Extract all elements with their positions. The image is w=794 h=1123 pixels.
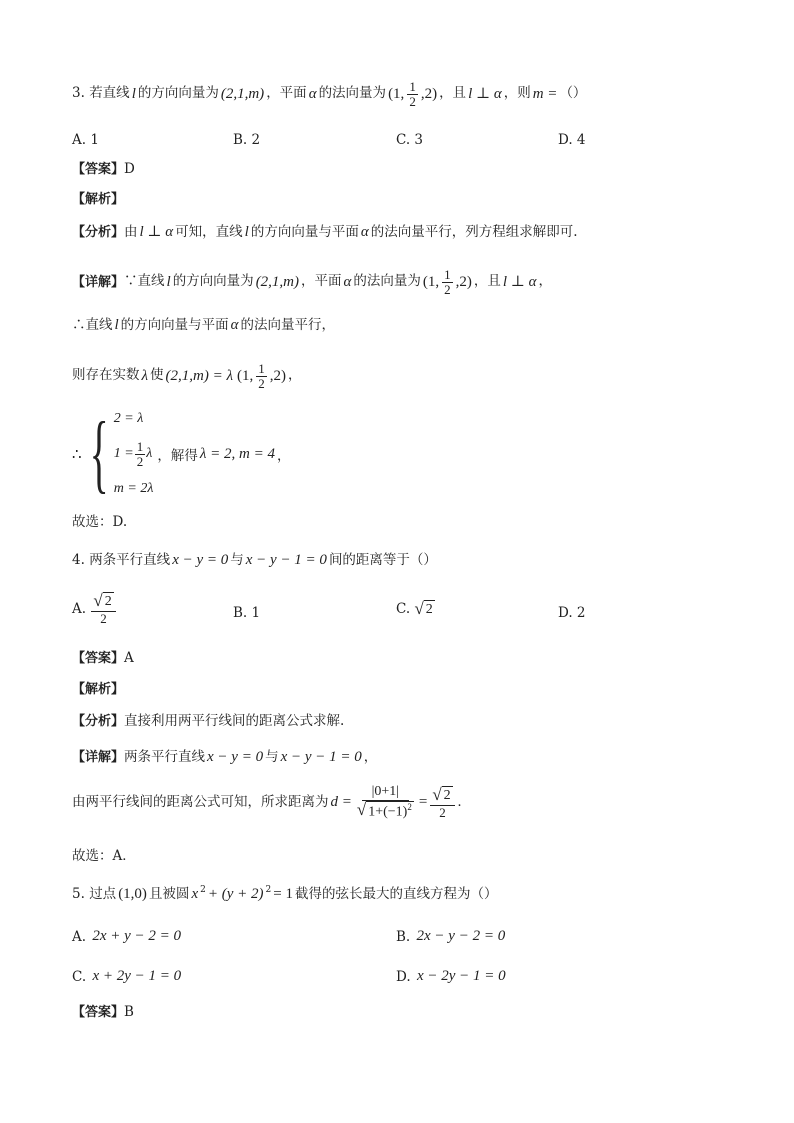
q3-analysis-heading (72, 193, 124, 206)
q5-answer (72, 1006, 134, 1020)
math-perp: l ⊥ α (139, 224, 174, 240)
text: 且被圆 (148, 885, 190, 902)
math-solution: λ = 2, m = 4 (199, 445, 275, 462)
text: （） (559, 85, 587, 102)
option-equation: x − 2y − 1 = 0 (416, 968, 506, 984)
q3-option-c: C. 3 (396, 132, 424, 148)
q5-option-d (396, 968, 508, 985)
frac-num: 1 (136, 438, 144, 454)
answer-tag: 【答案】 (72, 651, 125, 667)
option-equation: 2x + y − 2 = 0 (92, 928, 182, 944)
text: ， (363, 748, 378, 765)
frac-num: |0+1| (362, 785, 410, 801)
q4-option-b: B. 1 (233, 605, 261, 621)
frac-num: 1 (409, 79, 416, 94)
text: 可知，直线 (175, 223, 243, 240)
text: ，且 (439, 85, 467, 102)
frac-den: 2 (409, 93, 416, 109)
answer-value: D (124, 161, 135, 177)
system-row-1: 2 = λ (113, 411, 144, 426)
q3-option-b: B. 2 (233, 132, 261, 148)
q3-equation-system (72, 405, 291, 502)
frac-den: 2 (100, 610, 107, 626)
equals: = (418, 794, 428, 811)
option-equation: 2x − y − 2 = 0 (416, 928, 506, 944)
q5-option-b (396, 928, 507, 945)
text: 截得的弦长最大的直线方程为（） (294, 885, 498, 902)
math-eq2: x − y − 1 = 0 (245, 552, 327, 568)
q5-stem (72, 887, 497, 902)
option-label: A. (72, 600, 87, 617)
system-row-3: m = 2λ (113, 481, 154, 496)
text: 的法向量为 (353, 273, 421, 290)
q3-fenxi (72, 225, 578, 240)
math-equation: (2,1,m) = λ (165, 367, 233, 384)
text: 与 (265, 748, 279, 765)
text: 若直线 (89, 85, 130, 102)
option-equation: x + 2y − 1 = 0 (92, 968, 182, 984)
frac-den (355, 801, 416, 821)
text: ，平面 (266, 85, 307, 102)
text: 的方向向量与平面 (120, 316, 229, 333)
math-normal-right: ,2) (269, 367, 286, 384)
system-rows (114, 411, 154, 497)
analysis-tag: 【解析】 (72, 682, 125, 697)
math-point: (1,0) (118, 886, 147, 902)
text: ， (538, 273, 553, 290)
q3-detail (72, 268, 552, 296)
question-number: 4. (72, 551, 85, 568)
period: . (457, 794, 462, 811)
text: 间的距离等于（） (328, 551, 437, 568)
math-d: d = (330, 794, 352, 811)
math-alpha: α (360, 224, 369, 240)
option-label: C. (396, 601, 411, 618)
system-row-2-lhs: 1 = (113, 446, 134, 461)
q4-analysis-heading (72, 683, 124, 696)
answer-tag: 【答案】 (72, 1005, 125, 1021)
exponent: 2 (200, 885, 206, 895)
answer-value: B (124, 1004, 134, 1020)
answer-value: A (124, 650, 134, 666)
math-vector: (2,1,m) (255, 273, 300, 290)
math-normal-left: (1, (422, 273, 440, 290)
q4-stem (72, 553, 437, 568)
detail-tag: 【详解】 (72, 274, 125, 290)
text: ， (287, 367, 302, 384)
frac-den: 2 (136, 453, 144, 469)
option-label: B. (396, 928, 411, 945)
distance-fraction (355, 785, 416, 821)
question-number: 3. (72, 85, 85, 102)
fenxi-tag: 【分析】 (72, 225, 125, 240)
q3-answer (72, 163, 135, 177)
text: ，解得 (157, 448, 198, 464)
text: 直接利用两平行线间的距离公式求解. (124, 713, 345, 729)
math-perp: l ⊥ α (468, 85, 502, 102)
frac-num (91, 592, 115, 612)
option-label: A. (72, 928, 87, 945)
math-perp: l ⊥ α (502, 273, 537, 290)
frac-den: 2 (444, 281, 451, 297)
detail-tag: 【详解】 (72, 750, 125, 765)
fraction-half (407, 80, 418, 108)
math-eq1: x − y = 0 (172, 552, 229, 568)
math-alpha: α (230, 317, 239, 333)
math-l: l (131, 85, 136, 102)
text: ， (277, 448, 291, 464)
q4-choose: 故选：A． (72, 848, 136, 864)
option-label: C. (72, 968, 87, 985)
text: 的方向向量与平面 (250, 223, 359, 240)
frac-num: 1 (444, 267, 451, 282)
question-number: 5. (72, 885, 85, 902)
text: ∵直线 (124, 273, 165, 290)
text: 的方向向量为 (172, 273, 254, 290)
sqrt-value: 2 (104, 594, 112, 609)
math-eq2: x − y − 1 = 0 (280, 749, 362, 765)
math-normal-left: (1, (388, 85, 405, 102)
math-vector: (2,1,m) (220, 85, 265, 102)
system-row-2-lambda: λ (146, 446, 153, 461)
text: 的法向量为 (318, 85, 387, 102)
q3-stem (72, 80, 586, 108)
q5-option-a (72, 928, 183, 945)
q3-exist (72, 362, 301, 390)
math-alpha: α (343, 273, 352, 290)
math-l: l (244, 224, 249, 240)
math-alpha: α (308, 85, 317, 102)
text: 与 (230, 551, 244, 568)
text: ，且 (473, 273, 501, 290)
text: 由两平行线间的距离公式可知，所求距离为 (72, 794, 329, 811)
fraction-half (135, 440, 146, 468)
sqrt-value: 2 (425, 602, 433, 617)
analysis-tag: 【解析】 (72, 192, 125, 207)
sqrt-value (366, 801, 414, 821)
exponent: 2 (407, 801, 412, 812)
math-ask: m = (532, 85, 558, 102)
sqrt-icon: √ 2 (93, 591, 112, 610)
math-normal-right: ,2) (455, 273, 472, 290)
fraction-sqrt2-over-2 (91, 592, 115, 625)
text: 过点 (89, 885, 117, 902)
sqrt-icon: √ $1+(-1)^2$ (356, 799, 412, 820)
q4-option-c (396, 600, 435, 619)
text: 的法向量平行，列方程组求解即可. (370, 223, 578, 240)
math-lambda: λ (141, 367, 148, 384)
text: 两条平行直线 (124, 748, 206, 765)
math-normal-right: ,2) (420, 85, 438, 102)
q4-answer (72, 652, 134, 666)
math-l: l (166, 273, 171, 290)
q3-option-d: D. 4 (558, 132, 586, 148)
frac-num (430, 786, 454, 806)
text: 的方向向量为 (137, 85, 219, 102)
q3-option-a: A. 1 (72, 132, 99, 148)
text: ，平面 (301, 273, 342, 290)
text: 由 (124, 223, 138, 240)
math-normal-left: (1, (236, 367, 254, 384)
frac-num: 1 (258, 361, 265, 376)
therefore-symbol: ∴ (72, 445, 82, 463)
result-fraction (430, 786, 454, 819)
answer-tag: 【答案】 (72, 162, 125, 178)
text: 则存在实数 (72, 367, 140, 384)
sqrt-inner: 1+(−1) (368, 804, 408, 820)
math-circle-r: = 1 (273, 886, 293, 902)
math-l: l (114, 317, 119, 333)
left-brace-icon: { (89, 405, 109, 502)
q4-detail (72, 750, 377, 765)
q4-fenxi (72, 715, 344, 729)
text: ，则 (503, 85, 531, 102)
math-circle-y: + (y + 2) (207, 886, 264, 902)
text: 两条平行直线 (89, 551, 171, 568)
q4-option-d: D. 2 (558, 605, 586, 621)
text: ∴直线 (72, 316, 113, 333)
math-circle-x: x (191, 886, 199, 902)
frac-den: 2 (258, 375, 265, 391)
q3-choose: 故选：D. (72, 514, 128, 530)
text: 使 (150, 367, 164, 384)
option-label: D. (396, 968, 411, 985)
text: 的法向量平行， (240, 316, 336, 333)
math-eq1: x − y = 0 (207, 749, 264, 765)
fraction-half (442, 268, 453, 296)
system-row-2 (114, 440, 154, 468)
sqrt-icon: √ 2 (414, 599, 433, 618)
sqrt-icon: √ 2 (432, 785, 451, 805)
fenxi-tag: 【分析】 (72, 714, 125, 730)
q4-formula (72, 785, 463, 821)
fraction-half (256, 362, 267, 390)
sqrt-value: 2 (443, 788, 451, 804)
exponent: 2 (265, 885, 272, 895)
q3-therefore (72, 318, 335, 333)
q4-option-a (72, 592, 117, 625)
q5-option-c (72, 968, 183, 985)
frac-den: 2 (439, 804, 446, 820)
